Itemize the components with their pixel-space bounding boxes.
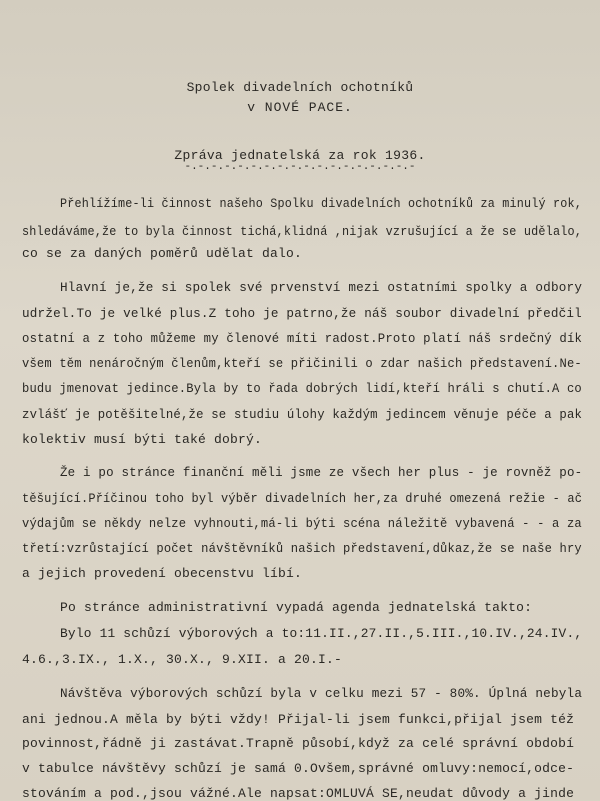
- text-line: v tabulce návštěvy schůzí je samá 0.Ovšem,správné omluvy:nemocí,odce-: [22, 761, 575, 776]
- document-title: Spolek divadelních ochotníků: [186, 80, 414, 95]
- text-line: budu jmenovat jedince.Byla by to řada dobrých lidí,kteří hráli s chutí.A co: [22, 381, 582, 396]
- text-line: ostatní a z toho můžeme my členové míti radost.Proto platí náš srdečný dík: [22, 331, 583, 346]
- text-line: kolektiv musí býti také dobrý.: [22, 432, 263, 447]
- report-subtitle: Zpráva jednatelská za rok 1936.: [174, 148, 426, 163]
- text-line: shledáváme,že to byla činnost tichá,klidná ,nijak vzrušující a že se udělalo,: [22, 224, 583, 239]
- text-line: Že i po stránce finanční měli jsme ze všech her plus - je rovněž po-: [60, 465, 583, 480]
- text-line: udržel.To je velké plus.Z toho je patrno,že náš soubor divadelní předčil: [22, 306, 582, 321]
- text-line: Přehlížíme-li činnost našeho Spolku divadelních ochotníků za minulý rok,: [60, 196, 582, 211]
- text-line: těšující.Příčinou toho byl výběr divadelních her,za druhé omezená režie - ač: [22, 491, 583, 506]
- document-title-location: v NOVÉ PACE.: [247, 100, 353, 115]
- text-line: výdajům se někdy nelze vyhnouti,má-li býti scéna náležitě vybavená - - a za: [22, 516, 582, 531]
- text-line: Hlavní je,že si spolek své prvenství mezi ostatními spolky a odbory: [60, 280, 583, 295]
- text-line: Návštěva výborových schůzí byla v celku mezi 57 - 80%. Úplná nebyla: [60, 686, 583, 701]
- decorative-rule: -.-.-.-.-.-.-.-.-.-.-.-.-.-.-.-.-.-: [184, 161, 416, 173]
- text-line: co se za daných poměrů udělat dalo.: [22, 246, 303, 261]
- text-line: povinnost,řádně ji zastávat.Trapně působí,když za celé správní období: [22, 736, 575, 751]
- text-line: Po stránce administrativní vypadá agenda jednatelská takto:: [60, 600, 533, 615]
- text-line: 4.6.,3.IX., 1.X., 30.X., 9.XII. a 20.I.-: [22, 652, 343, 667]
- text-line: zvlášť je potěšitelné,že se studiu úlohy každým jedincem věnuje péče a pak: [22, 407, 583, 422]
- text-line: stováním a pod.,jsou vážné.Ale napsat:OMLUVÁ SE,neudat důvody a jinde: [22, 786, 575, 801]
- text-line: a jejich provedení obecenstvu líbí.: [22, 566, 303, 581]
- text-line: třetí:vzrůstající počet návštěvníků našich představení,důkaz,že se naše hry: [22, 541, 582, 556]
- text-line: všem těm nenáročným členům,kteří se přičinili o zdar našich představení.Ne-: [22, 356, 582, 371]
- text-line: Bylo 11 schůzí výborových a to:11.II.,27.II.,5.III.,10.IV.,24.IV.,: [60, 626, 583, 641]
- text-line: ani jednou.A měla by býti vždy! Přijal-li jsem funkci,přijal jsem též: [22, 712, 575, 727]
